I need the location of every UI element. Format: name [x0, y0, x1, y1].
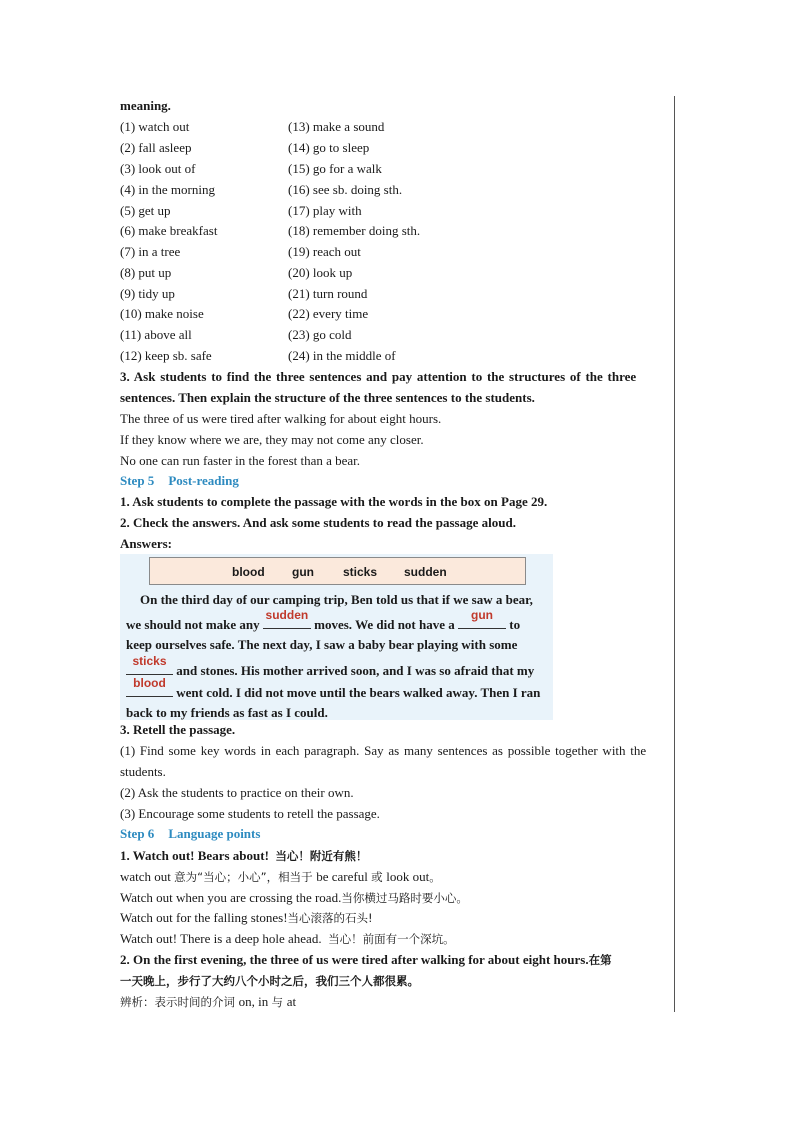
phrase-item: (11) above all	[120, 327, 192, 342]
passage-line-2	[126, 608, 521, 633]
passage-line-6: back to my friends as fast as I could.	[126, 705, 328, 720]
passage-line-5	[126, 676, 541, 701]
phrase-item: (13) make a sound	[288, 119, 385, 134]
lp2-heading-cn: 在第	[588, 953, 612, 967]
lp1-example-3	[120, 931, 455, 947]
step6-heading	[120, 826, 260, 842]
answers-label: Answers:	[120, 536, 172, 551]
word-box	[149, 557, 526, 585]
phrase-item: (12) keep sb. safe	[120, 348, 212, 363]
phrase-item: (7) in a tree	[120, 244, 181, 259]
step6-title: Language points	[168, 826, 261, 841]
blank-gun	[458, 608, 506, 629]
analysis-line	[120, 994, 296, 1010]
note-part: 或	[371, 870, 387, 884]
note-part: watch out	[120, 869, 175, 884]
example-en: Watch out for the falling stones!	[120, 910, 288, 925]
lp2-heading-en: 2. On the first evening, the three of us were tired after walking for about eight hours.	[120, 952, 589, 967]
lp1-heading-en: 1. Watch out! Bears about!	[120, 848, 269, 863]
analysis-words: on, in	[238, 994, 272, 1009]
word-sudden: sudden	[404, 565, 447, 579]
sentence-2: If they know where we are, they may not come any closer.	[120, 432, 424, 447]
analysis-label: 辨析：表示时间的介词	[120, 995, 239, 1009]
task3-line2: sentences. Then explain the structure of the three sentences to the students.	[120, 390, 535, 405]
lp1-heading-cn: 当心！附近有熊！	[275, 849, 368, 863]
example-cn: 当你横过马路时要小心。	[341, 891, 468, 905]
phrase-item: (21) turn round	[288, 286, 368, 301]
passage-line-1: On the third day of our camping trip, Ben told us that if we saw a bear,	[140, 592, 533, 607]
step5-label: Step 5	[120, 473, 155, 488]
phrase-item: (2) fall asleep	[120, 140, 192, 155]
lp1-example-2	[120, 910, 373, 926]
note-part: look out	[386, 869, 430, 884]
blank-blood	[126, 676, 173, 697]
sentence-1: The three of us were tired after walking for about eight hours.	[120, 411, 442, 426]
analysis-and: 与	[271, 995, 287, 1009]
phrase-item: (18) remember doing sth.	[288, 223, 421, 238]
phrase-item: (15) go for a walk	[288, 161, 382, 176]
retell-item-1: (1) Find some key words in each paragraph. Say as many sentences as possible together with the	[120, 743, 647, 758]
retell-item-1-cont: students.	[120, 764, 166, 779]
phrase-item: (6) make breakfast	[120, 223, 218, 238]
phrase-item: (17) play with	[288, 203, 362, 218]
example-en: Watch out! There is a deep hole ahead.	[120, 931, 322, 946]
step5-heading	[120, 473, 239, 489]
phrase-item: (19) reach out	[288, 244, 361, 259]
retell-item-3: (3) Encourage some students to retell the passage.	[120, 806, 380, 821]
blank-sticks	[126, 654, 173, 675]
post-item-1: 1. Ask students to complete the passage with the words in the box on Page 29.	[120, 494, 548, 509]
phrase-item: (8) put up	[120, 265, 172, 280]
word-blood: blood	[232, 565, 265, 579]
lp2-translation	[120, 973, 419, 989]
post-item-2: 2. Check the answers. And ask some students to read the passage aloud.	[120, 515, 516, 530]
table-border-line	[674, 96, 675, 1012]
example-cn: 当心！前面有一个深坑。	[328, 932, 455, 946]
phrase-item: (16) see sb. doing sth.	[288, 182, 403, 197]
answer-gun: gun	[471, 608, 493, 622]
answer-image	[120, 554, 553, 720]
phrase-item: (23) go cold	[288, 327, 352, 342]
phrase-item: (1) watch out	[120, 119, 190, 134]
phrase-item: (14) go to sleep	[288, 140, 370, 155]
lp1-heading	[120, 848, 367, 864]
passage-text: moves. We did not have a	[310, 617, 458, 632]
phrase-item: (10) make noise	[120, 306, 204, 321]
lp1-note	[120, 869, 441, 885]
phrase-item: (5) get up	[120, 203, 171, 218]
analysis-at: at	[286, 994, 297, 1009]
note-part: be careful	[316, 869, 372, 884]
phrase-item: (9) tidy up	[120, 286, 175, 301]
note-part: 意为“当心；小心”，相当于	[174, 870, 317, 884]
note-part: 。	[429, 870, 441, 884]
answer-sudden: sudden	[265, 608, 309, 622]
lp1-example-1	[120, 890, 468, 906]
phrase-item: (22) every time	[288, 306, 369, 321]
answer-sticks: sticks	[132, 654, 167, 668]
lp2-heading	[120, 952, 612, 968]
retell-heading: 3. Retell the passage.	[120, 722, 236, 737]
passage-line-4	[126, 654, 535, 679]
example-cn: 当心滚落的石头!	[287, 911, 373, 925]
passage-text: to	[506, 617, 521, 632]
passage-text: we should not make any	[126, 617, 263, 632]
passage-text: and stones. His mother arrived soon, and I was so afraid that my	[173, 663, 535, 678]
example-en: Watch out when you are crossing the road.	[120, 890, 342, 905]
task3-line1: 3. Ask students to find the three sentences and pay attention to the structures of the three	[120, 369, 637, 384]
phrase-item: (20) look up	[288, 265, 353, 280]
phrase-item: (4) in the morning	[120, 182, 215, 197]
word-sticks: sticks	[343, 565, 378, 579]
passage-line-3: keep ourselves safe. The next day, I saw a baby bear playing with some	[126, 637, 518, 652]
answer-blood: blood	[133, 676, 166, 690]
intro-heading: meaning.	[120, 98, 171, 113]
retell-item-2: (2) Ask the students to practice on their own.	[120, 785, 354, 800]
phrase-item: (24) in the middle of	[288, 348, 396, 363]
step6-label: Step 6	[120, 826, 155, 841]
passage-text: went cold. I did not move until the bears walked away. Then I ran	[173, 685, 541, 700]
step5-title: Post-reading	[168, 473, 239, 488]
phrase-item: (3) look out of	[120, 161, 196, 176]
word-gun: gun	[292, 565, 314, 579]
sentence-3: No one can run faster in the forest than a bear.	[120, 453, 361, 468]
blank-sudden	[263, 608, 311, 629]
lp2-translation-cn: 一天晚上，步行了大约八个小时之后，我们三个人都很累。	[120, 974, 419, 988]
